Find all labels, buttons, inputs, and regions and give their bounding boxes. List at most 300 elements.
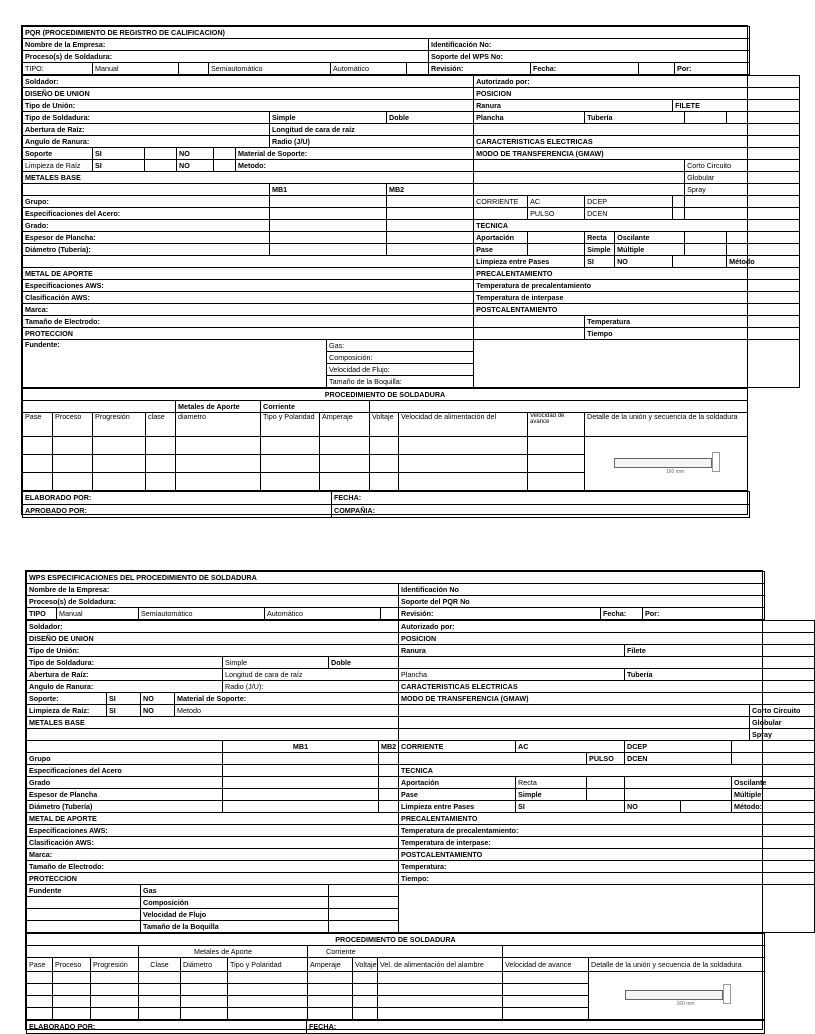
pqr-postheat-heading: POSTCALENTAMIENTO [474,304,800,316]
wps-tech-blank [625,777,732,789]
pqr-interpass-yes[interactable]: SI [585,256,615,268]
wps-col-polarity: Tipo y Polaridad [228,958,308,972]
wps-row1-cell[interactable] [53,972,91,984]
pqr-oscillating-option[interactable]: Oscilante [615,232,685,244]
wps-straight-option[interactable]: Recta [516,777,587,789]
pqr-gas-field[interactable]: Gas: [327,340,474,352]
pqr-row1-cell[interactable] [261,437,320,455]
pqr-postheat-blank2 [474,328,585,340]
pqr-backing-no-check[interactable] [214,148,236,160]
pqr-simple-pass-option[interactable]: Simple [585,244,615,256]
wps-pulse-option[interactable]: PULSO [587,753,625,765]
pqr-thickness-mb1[interactable] [270,232,387,244]
pqr-row2-cell[interactable] [399,455,528,473]
wps-row4-cell[interactable] [378,1008,503,1020]
wps-semiauto-option[interactable]: Semiautomático [139,608,265,620]
pqr-company-field[interactable]: Nombre de la Empresa: [23,39,429,51]
pqr-root-cleaning-no[interactable]: NO [177,160,214,172]
wps-dcen-option[interactable]: DCEN [625,753,732,765]
wps-flux-blank [27,897,141,909]
pqr-aws-class-field[interactable]: Clasificación AWS: [23,292,474,304]
pqr-row1-cell[interactable] [23,437,53,455]
wps-grade-mb2[interactable] [379,777,399,789]
pqr-steel-spec-label: Especificaciones del Acero: [23,208,270,220]
pqr-col-process: Proceso [53,413,93,437]
wps-joint-sketch-cell [589,972,765,1020]
pqr-groove-angle-field[interactable]: Angulo de Ranura: [23,136,270,148]
pqr-interpass-blank [673,256,727,268]
wps-weld-type-field[interactable]: Tipo de Soldadura: [27,657,223,669]
pqr-flow-rate-field[interactable]: Velocidad de Flujo: [327,364,474,376]
wps-row1-cell[interactable] [27,972,53,984]
wps-row2-cell[interactable] [181,984,228,996]
wps-diameter-mb1[interactable] [223,801,379,813]
pqr-simple-option[interactable]: Simple [270,112,387,124]
pqr-col-travel-speed: Velocidad de avance [528,413,585,437]
pqr-fillet-label: FILETE [673,100,800,112]
pqr-row2-cell[interactable] [176,455,261,473]
pqr-group-mb2[interactable] [387,196,474,208]
wps-root-face-field[interactable]: Longitud de cara de raíz [223,669,399,681]
pqr-pipe-blank [727,112,800,124]
pqr-steel-spec-mb2[interactable] [387,208,474,220]
wps-diameter-mb2[interactable] [379,801,399,813]
pqr-grade-mb2[interactable] [387,220,474,232]
wps-interpass-yes[interactable]: SI [516,801,625,813]
pqr-row2-cell[interactable] [261,455,320,473]
pqr-method-field[interactable]: Metodo: [236,160,474,172]
pqr-thickness-mb2[interactable] [387,232,474,244]
wps-method-field[interactable]: Metodo [175,705,399,717]
wps-pqr-support-field[interactable]: Soporte del PQR No [399,596,765,608]
pqr-id-field[interactable]: Identificación No: [429,39,750,51]
wps-filler-metals-header: Metales de Aporte [139,946,308,958]
joint-sketch-icon [617,982,737,1010]
pqr-welder-field[interactable]: Soldador: [23,76,474,88]
pqr-base-metals-heading: METALES BASE [23,172,474,184]
pqr-joint-sketch-cell [585,437,748,491]
wps-signature-table [26,1020,765,1034]
pqr-aws-spec-field[interactable]: Especificaciones AWS: [23,280,474,292]
wps-row1-cell[interactable] [139,972,181,984]
wps-id-field[interactable]: Identificación No [399,584,765,596]
pqr-row3-cell[interactable] [528,473,585,491]
pqr-backing-yes[interactable]: SI [93,148,145,160]
wps-groove-label: Ranura [399,645,625,657]
pqr-revision-field[interactable]: Revisión: [429,63,531,75]
pqr-row3-cell[interactable] [53,473,93,491]
wps-electrode-size-field[interactable]: Tamaño de Electrodo: [27,861,399,873]
pqr-approved-by-field[interactable]: APROBADO POR: [23,505,332,518]
pqr-auto-check[interactable] [407,63,429,75]
wps-row1-cell[interactable] [181,972,228,984]
wps-spray-option[interactable]: Spray [750,729,815,741]
wps-row3-cell[interactable] [139,996,181,1008]
wps-row1-cell[interactable] [91,972,139,984]
pqr-position-heading: POSICION [474,88,800,100]
wps-simple-pass-option[interactable]: Simple [516,789,587,801]
pqr-grade-mb1[interactable] [270,220,387,232]
pqr-proc-blank [23,401,176,413]
pqr-prepared-by-field[interactable]: ELABORADO POR: [23,492,332,505]
wps-row4-cell[interactable] [27,1008,53,1020]
wps-col-class: Clase [139,958,181,972]
pqr-row3-cell[interactable] [370,473,399,491]
wps-mb-label-blank [27,741,223,753]
wps-flux-field[interactable]: Fundente [27,885,141,897]
pqr-dcen-check[interactable] [673,208,685,220]
wps-group-mb2[interactable] [379,753,399,765]
pqr-steel-spec-mb1[interactable] [270,208,387,220]
pqr-row1-cell[interactable] [93,437,146,455]
pqr-pass-blank [528,244,585,256]
pqr-root-cleaning-no-check[interactable] [214,160,236,172]
wps-transfer-blank3 [399,729,750,741]
pqr-row2-cell[interactable] [93,455,146,473]
pqr-mb1-header: MB1 [270,184,387,196]
pqr-oscillating-check[interactable] [685,232,727,244]
wps-row2-cell[interactable] [353,984,378,996]
wps-brand-field[interactable]: Marca: [27,849,399,861]
pqr-proc-blank2 [370,401,748,413]
pqr-row1-cell[interactable] [399,437,528,455]
pqr-preheat-temp-field[interactable]: Temperatura de precalentamiento [474,280,800,292]
pqr-groove-label: Ranura [474,100,673,112]
pqr-process-field[interactable]: Proceso(s) de Soldadura: [23,51,429,63]
wps-row1-cell[interactable] [503,972,589,984]
wps-pass-label: Pase [399,789,516,801]
wps-row3-cell[interactable] [27,996,53,1008]
wps-groove-angle-field[interactable]: Angulo de Ranura: [27,681,223,693]
wps-row2-cell[interactable] [53,984,91,996]
pqr-weld-type-field[interactable]: Tipo de Soldadura: [23,112,270,124]
pqr-postheat-time-field[interactable]: Tiempo [585,328,800,340]
wps-group-mb1[interactable] [223,753,379,765]
pqr-flux-field[interactable]: Fundente: [23,340,327,388]
pqr-backing-label: Soporte [23,148,93,160]
pqr-row3-cell[interactable] [23,473,53,491]
pqr-current-blank3 [685,208,800,220]
pqr-backing-yes-check[interactable] [145,148,177,160]
wps-composition-field[interactable]: Composición [141,897,329,909]
wps-dcep-option[interactable]: DCEP [625,741,732,753]
pqr-by-field[interactable]: Por: [675,63,750,75]
wps-row3-cell[interactable] [228,996,308,1008]
pqr-mb-blank [23,184,270,196]
wps-flow-rate-value[interactable] [329,909,399,921]
wps-row4-cell[interactable] [228,1008,308,1020]
wps-gas-field[interactable]: Gas [141,885,329,897]
wps-row1-cell[interactable] [378,972,503,984]
wps-col-progression: Progresión [91,958,139,972]
wps-col-amperage: Amperaje [308,958,353,972]
pqr-date-field[interactable]: Fecha: [531,63,639,75]
wps-simple-check[interactable] [587,789,625,801]
wps-row3-cell[interactable] [181,996,228,1008]
wps-authorized-field[interactable]: Autorizado por: [399,621,815,633]
pqr-current-blank2 [474,208,528,220]
pqr-pipe-diameter-label: Diámetro (Tubería): [23,244,270,256]
pqr-group-mb1[interactable] [270,196,387,208]
wps-sketch-dim: 160 mm [676,1000,695,1007]
wps-row4-cell[interactable] [308,1008,353,1020]
wps-row3-cell[interactable] [378,996,503,1008]
pqr-row3-cell[interactable] [146,473,176,491]
pqr-row1-cell[interactable] [53,437,93,455]
wps-diameter-label: Diámetro (Tubería) [27,801,223,813]
wps-company-field[interactable]: Nombre de la Empresa: [27,584,399,596]
pqr-row1-cell[interactable] [320,437,370,455]
wps-simple-option[interactable]: Simple [223,657,329,669]
wps-globular-option[interactable]: Globular [750,717,815,729]
pqr-row2-cell[interactable] [53,455,93,473]
pqr-tech-blank2 [727,244,800,256]
wps-date-field[interactable]: Fecha: [601,608,643,620]
wps-aws-class-field[interactable]: Clasificación AWS: [27,837,399,849]
wps-thickness-label: Espesor de Plancha [27,789,223,801]
wps-nozzle-field[interactable]: Tamaño de la Boquilla [141,921,329,933]
wps-group-label: Grupo [27,753,223,765]
pqr-diameter-mb1[interactable] [270,244,387,256]
wps-row3-cell[interactable] [353,996,378,1008]
wps-thickness-mb2[interactable] [379,789,399,801]
wps-backing-no[interactable]: NO [141,693,175,705]
wps-steel-mb2[interactable] [379,765,399,777]
pqr-row3-cell[interactable] [93,473,146,491]
wps-row1-cell[interactable] [353,972,378,984]
pqr-pipe-check[interactable] [685,112,727,124]
pqr-plate-thickness-label: Espesor de Plancha: [23,232,270,244]
pqr-postheat-blank [474,316,585,328]
pqr-col-detail: Detalle de la unión y secuencia de la soldadura [585,413,748,437]
wps-gas-value[interactable] [329,885,399,897]
wps-manual-option[interactable]: Manual [57,608,139,620]
wps-revision-field[interactable]: Revisión: [399,608,601,620]
pqr-spray-option[interactable]: Spray [685,184,800,196]
wps-postheat-temp-field[interactable]: Temperatura: [399,861,815,873]
pqr-multiple-check[interactable] [685,244,727,256]
pqr-row2-cell[interactable] [370,455,399,473]
wps-row4-cell[interactable] [139,1008,181,1020]
wps-row2-cell[interactable] [91,984,139,996]
pqr-row1-cell[interactable] [146,437,176,455]
wps-postheat-heading: POSTCALENTAMIENTO [399,849,815,861]
joint-sketch-icon [606,450,726,478]
wps-interpass-temp-field[interactable]: Temperatura de interpase: [399,837,815,849]
wps-col-voltage: Voltaje [353,958,378,972]
pqr-company2-field[interactable]: COMPAÑIA: [332,505,750,518]
pqr-row3-cell[interactable] [320,473,370,491]
pqr-authorized-field[interactable]: Autorizado por: [474,76,800,88]
pqr-manual-option[interactable]: Manual [93,63,179,75]
pqr-double-option[interactable]: Doble [387,112,474,124]
wps-row4-cell[interactable] [53,1008,91,1020]
wps-plate-label: Plancha [399,669,625,681]
wps-row2-cell[interactable] [378,984,503,996]
pqr-dcep-option[interactable]: DCEP [585,196,673,208]
pqr-current-blank [685,196,800,208]
pqr-root-opening-field[interactable]: Abertura de Raíz: [23,124,270,136]
pqr-joint-type-field[interactable]: Tipo de Unión: [23,100,474,112]
wps-current-blank2 [399,753,587,765]
pqr-col-polarity: Tipo y Polaridad [261,413,320,437]
wps-multiple-option[interactable]: Múltiple [732,789,815,801]
wps-row1-cell[interactable] [228,972,308,984]
pqr-root-face-field[interactable]: Longitud de cara de raíz [270,124,474,136]
wps-aws-spec-field[interactable]: Especificaciones AWS: [27,825,399,837]
wps-oscillating-option[interactable]: Oscilante [732,777,815,789]
wps-backing-material-field[interactable]: Material de Soporte: [175,693,399,705]
pqr-row2-cell[interactable] [146,455,176,473]
pqr-backing-material-field[interactable]: Material de Soporte: [236,148,474,160]
pqr-group-label: Grupo: [23,196,270,208]
wps-welder-field[interactable]: Soldador: [27,621,399,633]
wps-row3-cell[interactable] [503,996,589,1008]
wps-nozzle-value[interactable] [329,921,399,933]
wps-row2-cell[interactable] [27,984,53,996]
pqr-backing-no[interactable]: NO [177,148,214,160]
wps-sign-date-field[interactable]: FECHA: [307,1021,765,1034]
wps-row4-cell[interactable] [91,1008,139,1020]
wps-grade-mb1[interactable] [223,777,379,789]
pqr-interpass-method[interactable]: Método [727,256,800,268]
wps-protection-blank [399,885,815,933]
pqr-root-cleaning-yes[interactable]: SI [93,160,145,172]
pqr-dcep-check[interactable] [673,196,685,208]
wps-row4-cell[interactable] [181,1008,228,1020]
pqr-row2-cell[interactable] [528,455,585,473]
wps-pipe-label: Tubería [625,669,815,681]
wps-auto-option[interactable]: Automático [265,608,381,620]
wps-row4-cell[interactable] [353,1008,378,1020]
wps-thickness-mb1[interactable] [223,789,379,801]
pqr-row3-cell[interactable] [176,473,261,491]
pqr-row1-cell[interactable] [176,437,261,455]
pqr-brand-field[interactable]: Marca: [23,304,474,316]
wps-mb2-header: MB2 [379,741,399,753]
pqr-manual-check[interactable] [179,63,209,75]
wps-by-field[interactable]: Por: [643,608,765,620]
pqr-row1-cell[interactable] [528,437,585,455]
wps-joint-type-field[interactable]: Tipo de Unión: [27,645,399,657]
wps-col-feed-speed: Vel. de alimentación del alambre [378,958,503,972]
pqr-radius-field[interactable]: Radio (J/U) [270,136,474,148]
wps-col-diameter: Diámetro [181,958,228,972]
wps-row2-cell[interactable] [308,984,353,996]
pqr-row1-cell[interactable] [370,437,399,455]
pqr-multiple-pass-option[interactable]: Múltiple [615,244,685,256]
wps-radius-field[interactable]: Radio (J/U): [223,681,399,693]
wps-row3-cell[interactable] [53,996,91,1008]
pqr-postheat-temp-field[interactable]: Temperatura [585,316,800,328]
wps-composition-value[interactable] [329,897,399,909]
wps-row1-cell[interactable] [308,972,353,984]
pqr-short-circuit-option[interactable]: Corto Circuito [685,160,800,172]
wps-preheat-temp-field[interactable]: Temperatura de precalentamiento: [399,825,815,837]
wps-interpass-method[interactable]: Método: [732,801,815,813]
pqr-row3-cell[interactable] [261,473,320,491]
wps-form [25,570,801,1032]
wps-tech-blank2 [625,789,732,801]
wps-straight-check[interactable] [587,777,625,789]
wps-row2-cell[interactable] [503,984,589,996]
wps-root-opening-field[interactable]: Abertura de Raíz: [27,669,223,681]
pqr-technique-heading: TECNICA [474,220,800,232]
pqr-interpass-temp-field[interactable]: Temperatura de interpase [474,292,800,304]
pqr-wps-support-field[interactable]: Soporte del WPS No: [429,51,750,63]
pqr-auto-option[interactable]: Automático [331,63,407,75]
pqr-electrode-size-field[interactable]: Tamaño de Electrodo: [23,316,474,328]
wps-root-cleaning-yes[interactable]: SI [107,705,141,717]
wps-row2-cell[interactable] [139,984,181,996]
pqr-blank-cell [639,63,675,75]
pqr-contribution-label: Aportación [474,232,528,244]
pqr-row2-cell[interactable] [23,455,53,473]
wps-backing-yes[interactable]: SI [107,693,141,705]
pqr-col-diameter: diametro [176,413,261,437]
wps-flow-rate-field[interactable]: Velocidad de Flujo [141,909,329,921]
pqr-pulse-option[interactable]: PULSO [528,208,585,220]
pqr-root-cleaning-yes-check[interactable] [145,160,177,172]
wps-interpass-no[interactable]: NO [625,801,681,813]
wps-short-circuit-option[interactable]: Corto Circuito [750,705,815,717]
wps-root-cleaning-no[interactable]: NO [141,705,175,717]
pqr-header-table [22,26,750,75]
wps-transfer-blank [399,705,750,717]
wps-double-option[interactable]: Doble [329,657,399,669]
pqr-position-blank [474,124,800,136]
pqr-globular-option[interactable]: Globular [685,172,800,184]
pqr-pass-label: Pase [474,244,528,256]
wps-row2-cell[interactable] [228,984,308,996]
wps-transfer-blank2 [399,717,750,729]
pqr-interpass-no[interactable]: NO [615,256,673,268]
pqr-col-feed-speed: Velocidad de alimentación del [399,413,528,437]
wps-row3-cell[interactable] [308,996,353,1008]
pqr-transfer-blank3 [474,184,685,196]
wps-postheat-time-field[interactable]: Tiempo: [399,873,815,885]
wps-position-heading: POSICION [399,633,815,645]
wps-row3-cell[interactable] [91,996,139,1008]
pqr-straight-option[interactable]: Recta [585,232,615,244]
pqr-plate-label: Plancha [474,112,585,124]
pqr-ac-option[interactable]: AC [528,196,585,208]
pqr-nozzle-size-field[interactable]: Tamaño de la Boquilla: [327,376,474,388]
pqr-row3-cell[interactable] [399,473,528,491]
wps-steel-mb1[interactable] [223,765,379,777]
wps-ac-option[interactable]: AC [516,741,625,753]
pqr-row2-cell[interactable] [320,455,370,473]
wps-contribution-label: Aportación [399,777,516,789]
wps-auto-check[interactable] [381,608,399,620]
wps-electrical-heading: CARACTERISTICAS ELECTRICAS [399,681,815,693]
wps-process-field[interactable]: Proceso(s) de Soldadura: [27,596,399,608]
pqr-semiauto-option[interactable]: Semiautomático [209,63,331,75]
wps-interpass-cleaning-label: Limpieza entre Pases [399,801,516,813]
pqr-composition-field[interactable]: Composición: [327,352,474,364]
pqr-dcen-option[interactable]: DCEN [585,208,673,220]
wps-prepared-by-field[interactable]: ELABORADO POR: [27,1021,307,1034]
pqr-interpass-cleaning-label: Limpieza entre Pases [474,256,585,268]
pqr-body-table [22,75,800,388]
pqr-pipe-label: Tubería [585,112,685,124]
pqr-sign-date-field[interactable]: FECHA: [332,492,750,505]
pqr-col-amperage: Amperaje [320,413,370,437]
pqr-diameter-mb2[interactable] [387,244,474,256]
wps-row4-cell[interactable] [503,1008,589,1020]
wps-root-cleaning-label: Limpieza de Raíz: [27,705,107,717]
pqr-current-header: Corriente [261,401,370,413]
